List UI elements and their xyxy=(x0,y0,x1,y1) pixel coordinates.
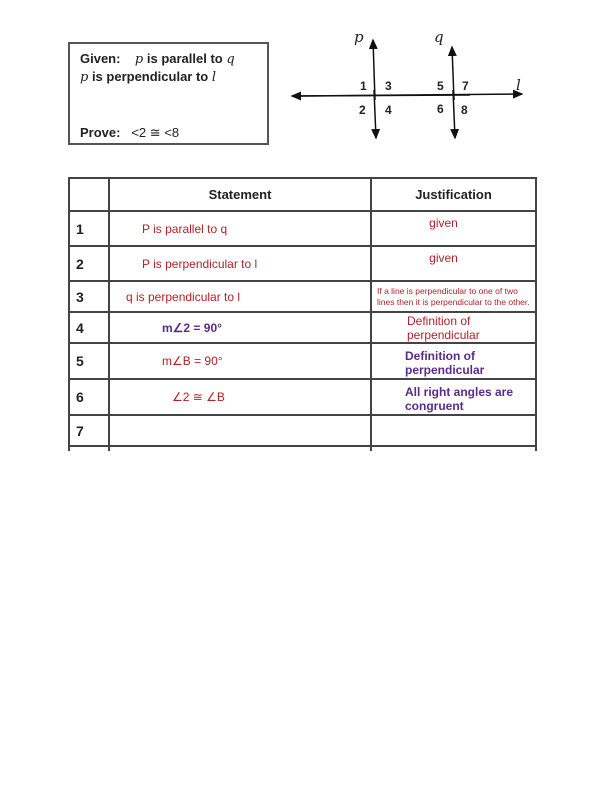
row-number: 3 xyxy=(69,281,109,312)
given-text: is perpendicular to xyxy=(88,69,212,84)
statement-cell: P is parallel to q xyxy=(109,211,371,246)
row-number: 7 xyxy=(69,415,109,446)
angle-1: 1 xyxy=(360,79,367,93)
given-text: is parallel to xyxy=(143,51,227,66)
var-p: p xyxy=(134,52,144,67)
label-p: p xyxy=(354,28,364,46)
table-row xyxy=(69,281,536,312)
parallel-lines-diagram xyxy=(0,0,612,160)
justification-cell: All right angles are congruent xyxy=(371,379,536,415)
statement-cell: m∠2 = 90° xyxy=(109,312,371,343)
row-number: 5 xyxy=(69,343,109,379)
var-p: p xyxy=(80,70,89,85)
angle-7: 7 xyxy=(462,79,469,93)
justification-cell: given xyxy=(371,246,536,281)
justification-cell: Definition of perpendicular xyxy=(371,343,536,379)
cell xyxy=(69,446,109,451)
table-row xyxy=(69,415,536,446)
justification-cell: Definition of perpendicular xyxy=(371,312,536,343)
table-row xyxy=(69,343,536,379)
var-l: l xyxy=(211,70,217,85)
table-row xyxy=(69,211,536,246)
justification-cell: If a line is perpendicular to one of two lines then it is perpendicular to the other. xyxy=(371,281,536,312)
row-number: 1 xyxy=(69,211,109,246)
statement-cell: P is perpendicular to l xyxy=(109,246,371,281)
cell xyxy=(371,446,536,451)
prove-statement: <2 ≅ <8 xyxy=(131,125,180,140)
row-number: 4 xyxy=(69,312,109,343)
given-label: Given: xyxy=(80,51,121,66)
row-number: 2 xyxy=(69,246,109,281)
angle-2: 2 xyxy=(359,103,366,117)
justification-cell xyxy=(371,415,536,446)
header-num xyxy=(69,178,109,211)
header-justification: Justification xyxy=(371,178,536,211)
label-q: q xyxy=(434,28,444,46)
table-row-cut xyxy=(69,446,536,451)
table-header xyxy=(69,178,536,211)
row-number: 6 xyxy=(69,379,109,415)
statement-cell: q is perpendicular to l xyxy=(109,281,371,312)
statement-cell: m∠B = 90° xyxy=(109,343,371,379)
table-row xyxy=(69,246,536,281)
statement-cell xyxy=(109,415,371,446)
proof-table xyxy=(68,177,537,451)
angle-6: 6 xyxy=(437,102,444,116)
header-statement: Statement xyxy=(109,178,371,211)
angle-3: 3 xyxy=(385,79,392,93)
justification-cell: given xyxy=(371,211,536,246)
table-row xyxy=(69,379,536,415)
statement-cell: ∠2 ≅ ∠B xyxy=(109,379,371,415)
angle-5: 5 xyxy=(437,79,444,93)
var-q: q xyxy=(226,52,235,67)
prove-label: Prove: xyxy=(80,125,121,140)
table-row xyxy=(69,312,536,343)
angle-4: 4 xyxy=(385,103,392,117)
cell xyxy=(109,446,371,451)
label-l: l xyxy=(516,76,521,94)
angle-8: 8 xyxy=(461,103,468,117)
